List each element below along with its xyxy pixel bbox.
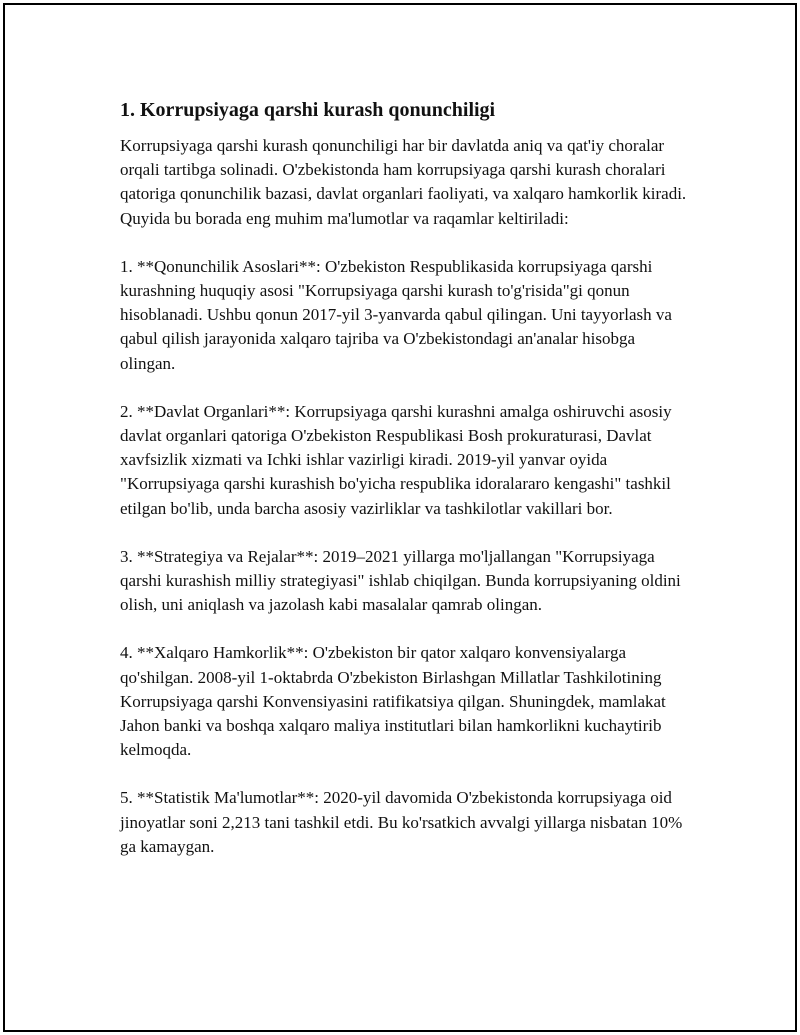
paragraph-legislative-basis: 1. **Qonunchilik Asoslari**: O'zbekiston Respublikasida korrupsiyaga qarshi kurashning huquqiy asosi "Korrupsiyaga qarshi kurash to'g'risida"gi qonun hisoblanadi. Ushbu qonun 2017-yil 3-yanvarda qabul qilingan. Uni tayyorlash va qabul qilish jarayonida xalqaro tajriba va O'zbekistondagi an'analar hisobga olingan.	[120, 256, 672, 373]
intro-paragraph: Korrupsiyaga qarshi kurash qonunchiligi har bir davlatda aniq va qat'iy choralar orqali tartibga solinadi. O'zbekistonda ham korrupsiyaga qarshi kurash choralari qatoriga qonunchilik bazasi, davlat organlari faoliyati, va xalqaro hamkorlik kiradi. Quyida bu borada eng muhim ma'lumotlar va raqamlar keltiriladi:	[120, 136, 687, 228]
paragraph-international-cooperation: 4. **Xalqaro Hamkorlik**: O'zbekiston bir qator xalqaro konvensiyalarga qo'shilgan. 2008-yil 1-oktabrda O'zbekiston Birlashgan Millatlar Tashkilotining Korrupsiyaga qarshi Konvensiyasini ratifikatsiya qilgan. Shuningdek, mamlakat Jahon banki va boshqa xalqaro maliya institutlari bilan hamkorlikni kuchaytirib kelmoqda.	[120, 643, 666, 760]
document-content	[120, 97, 692, 883]
section-heading: 1. Korrupsiyaga qarshi kurash qonunchiligi	[120, 99, 496, 121]
paragraph-strategy-plans: 3. **Strategiya va Rejalar**: 2019–2021 yillarga mo'ljallangan "Korrupsiyaga qarshi kurashish milliy strategiyasi" ishlab chiqilgan. Bunda korrupsiyaning oldini olish, uni aniqlash va jazolash kabi masalalar qamrab olingan.	[120, 546, 681, 615]
paragraph-statistics: 5. **Statistik Ma'lumotlar**: 2020-yil davomida O'zbekistonda korrupsiyaga oid jinoyatlar soni 2,213 tani tashkil etdi. Bu ko'rsatkich avvalgi yillarga nisbatan 10% ga kamaygan.	[120, 788, 683, 856]
paragraph-state-bodies: 2. **Davlat Organlari**: Korrupsiyaga qarshi kurashni amalga oshiruvchi asosiy davlat organlari qatoriga O'zbekiston Respublikasi Bosh prokuraturasi, Davlat xavfsizlik xizmati va Ichki ishlar vazirligi kiradi. 2019-yil yanvar oyida "Korrupsiyaga qarshi kurashish bo'yicha respublika idoralararo kengashi" tashkil etilgan bo'lib, unda barcha asosiy vazirliklar va tashkilotlar vakillari bor.	[120, 401, 672, 518]
document-page	[3, 3, 797, 1032]
